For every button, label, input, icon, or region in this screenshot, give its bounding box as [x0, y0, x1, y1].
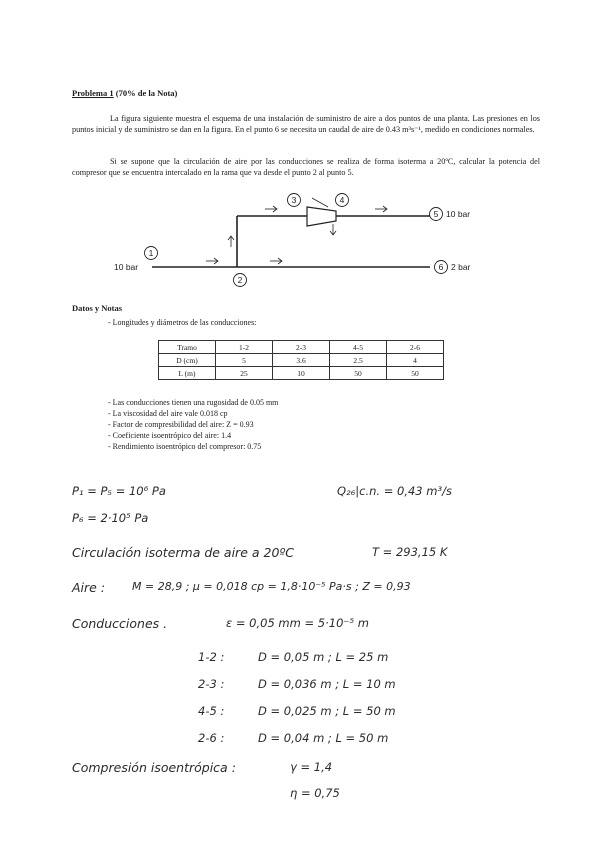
note-isentropic-coefficient: - Coeficiente isoentrópico del aire: 1.4 — [108, 431, 232, 440]
compressor-symbol — [307, 207, 336, 226]
table-cell: D (cm) — [159, 354, 216, 367]
table-intro: - Longitudes y diámetros de las conducciones: — [108, 318, 257, 327]
hw-gamma: γ = 1,4 — [290, 760, 333, 774]
data-heading: Datos y Notas — [72, 303, 123, 313]
hw-tramo-values: D = 0,025 m ; L = 50 m — [258, 704, 396, 718]
table-header-cell: 1-2 — [216, 341, 273, 354]
point-1-label: 1 — [148, 248, 154, 258]
pipe-table — [158, 340, 444, 380]
table-cell: 50 — [387, 367, 444, 380]
hw-tramo-values: D = 0,036 m ; L = 10 m — [258, 677, 396, 691]
note-roughness: - Las conducciones tienen una rugosidad de 0.05 mm — [108, 398, 279, 407]
table-cell: L (m) — [159, 367, 216, 380]
table-cell: 10 — [273, 367, 330, 380]
hw-compression-label: Compresión isoentrópica : — [72, 760, 236, 775]
table-cell: 25 — [216, 367, 273, 380]
hw-air-label: Aire : — [72, 580, 106, 595]
note-compressor-efficiency: - Rendimiento isoentrópico del compresor: 0.75 — [108, 442, 262, 451]
table-cell: 50 — [330, 367, 387, 380]
problem-weight: (70% de la Nota) — [113, 88, 178, 98]
point-5-label: 5 — [433, 209, 439, 219]
compressor-arrow-in — [312, 198, 328, 207]
hw-pipes-label: Conducciones . — [72, 616, 168, 631]
problem-label: Problema 1 — [72, 88, 114, 98]
hw-flowrate: Q₂₆|c.n. = 0,43 m³/s — [337, 484, 452, 498]
table-cell: 4 — [387, 354, 444, 367]
point-4-label: 4 — [339, 195, 345, 205]
table-header-cell: Tramo — [159, 341, 216, 354]
table-cell: 3.6 — [273, 354, 330, 367]
hw-eta: η = 0,75 — [290, 786, 340, 800]
note-compressibility: - Factor de compresibilidad del aire: Z = 0.93 — [108, 420, 254, 429]
hw-tramo-label: 2-3 : — [198, 677, 225, 691]
point-3-label: 3 — [291, 195, 297, 205]
problem-title — [72, 88, 177, 98]
table-header-row — [159, 341, 444, 354]
table-row — [159, 354, 444, 367]
statement-paragraph-2: Si se supone que la circulación de aire por las conducciones se realiza de forma isoterma a 20ºC, calcular la potencia del compresor que se encuentra intercalado en la rama que va desde el punto 2 al punto 5. — [72, 157, 540, 177]
point-2-label: 2 — [237, 275, 243, 285]
point-6-pressure: 2 bar — [451, 262, 471, 272]
hw-tramo-label: 2-6 : — [198, 731, 225, 745]
table-header-cell: 2-6 — [387, 341, 444, 354]
statement-paragraph-1: La figura siguiente muestra el esquema de una instalación de suministro de aire a dos puntos de una planta. Las presiones en los puntos inicial y de suministro se dan en la figura. En el punto 6 se necesita un caudal de aire de 0.43 m³s⁻¹, medido en condiciones normales. — [72, 114, 540, 134]
point-5-pressure: 10 bar — [446, 209, 471, 219]
note-viscosity: - La viscosidad del aire vale 0.018 cp — [108, 409, 228, 418]
table-header-cell: 2-3 — [273, 341, 330, 354]
hw-circulation-title: Circulación isoterma de aire a 20ºC — [72, 545, 295, 560]
hw-p1-p5: P₁ = P₅ = 10⁶ Pa — [72, 484, 166, 498]
table-row — [159, 367, 444, 380]
point-6-label: 6 — [438, 262, 444, 272]
piping-diagram — [100, 190, 500, 290]
inlet-pressure-label: 10 bar — [114, 262, 139, 272]
table-cell: 2.5 — [330, 354, 387, 367]
table-cell: 5 — [216, 354, 273, 367]
hw-tramo-label: 1-2 : — [198, 650, 225, 664]
hw-air-values: M = 28,9 ; μ = 0,018 cp = 1,8·10⁻⁵ Pa·s ; Z = 0,93 — [132, 580, 411, 593]
table-header-cell: 4-5 — [330, 341, 387, 354]
hw-tramo-values: D = 0,04 m ; L = 50 m — [258, 731, 389, 745]
hw-tramo-values: D = 0,05 m ; L = 25 m — [258, 650, 389, 664]
hw-temperature: T = 293,15 K — [372, 545, 448, 559]
hw-tramo-label: 4-5 : — [198, 704, 225, 718]
hw-p6: P₆ = 2·10⁵ Pa — [72, 511, 149, 525]
hw-roughness: ε = 0,05 mm = 5·10⁻⁵ m — [226, 616, 369, 630]
